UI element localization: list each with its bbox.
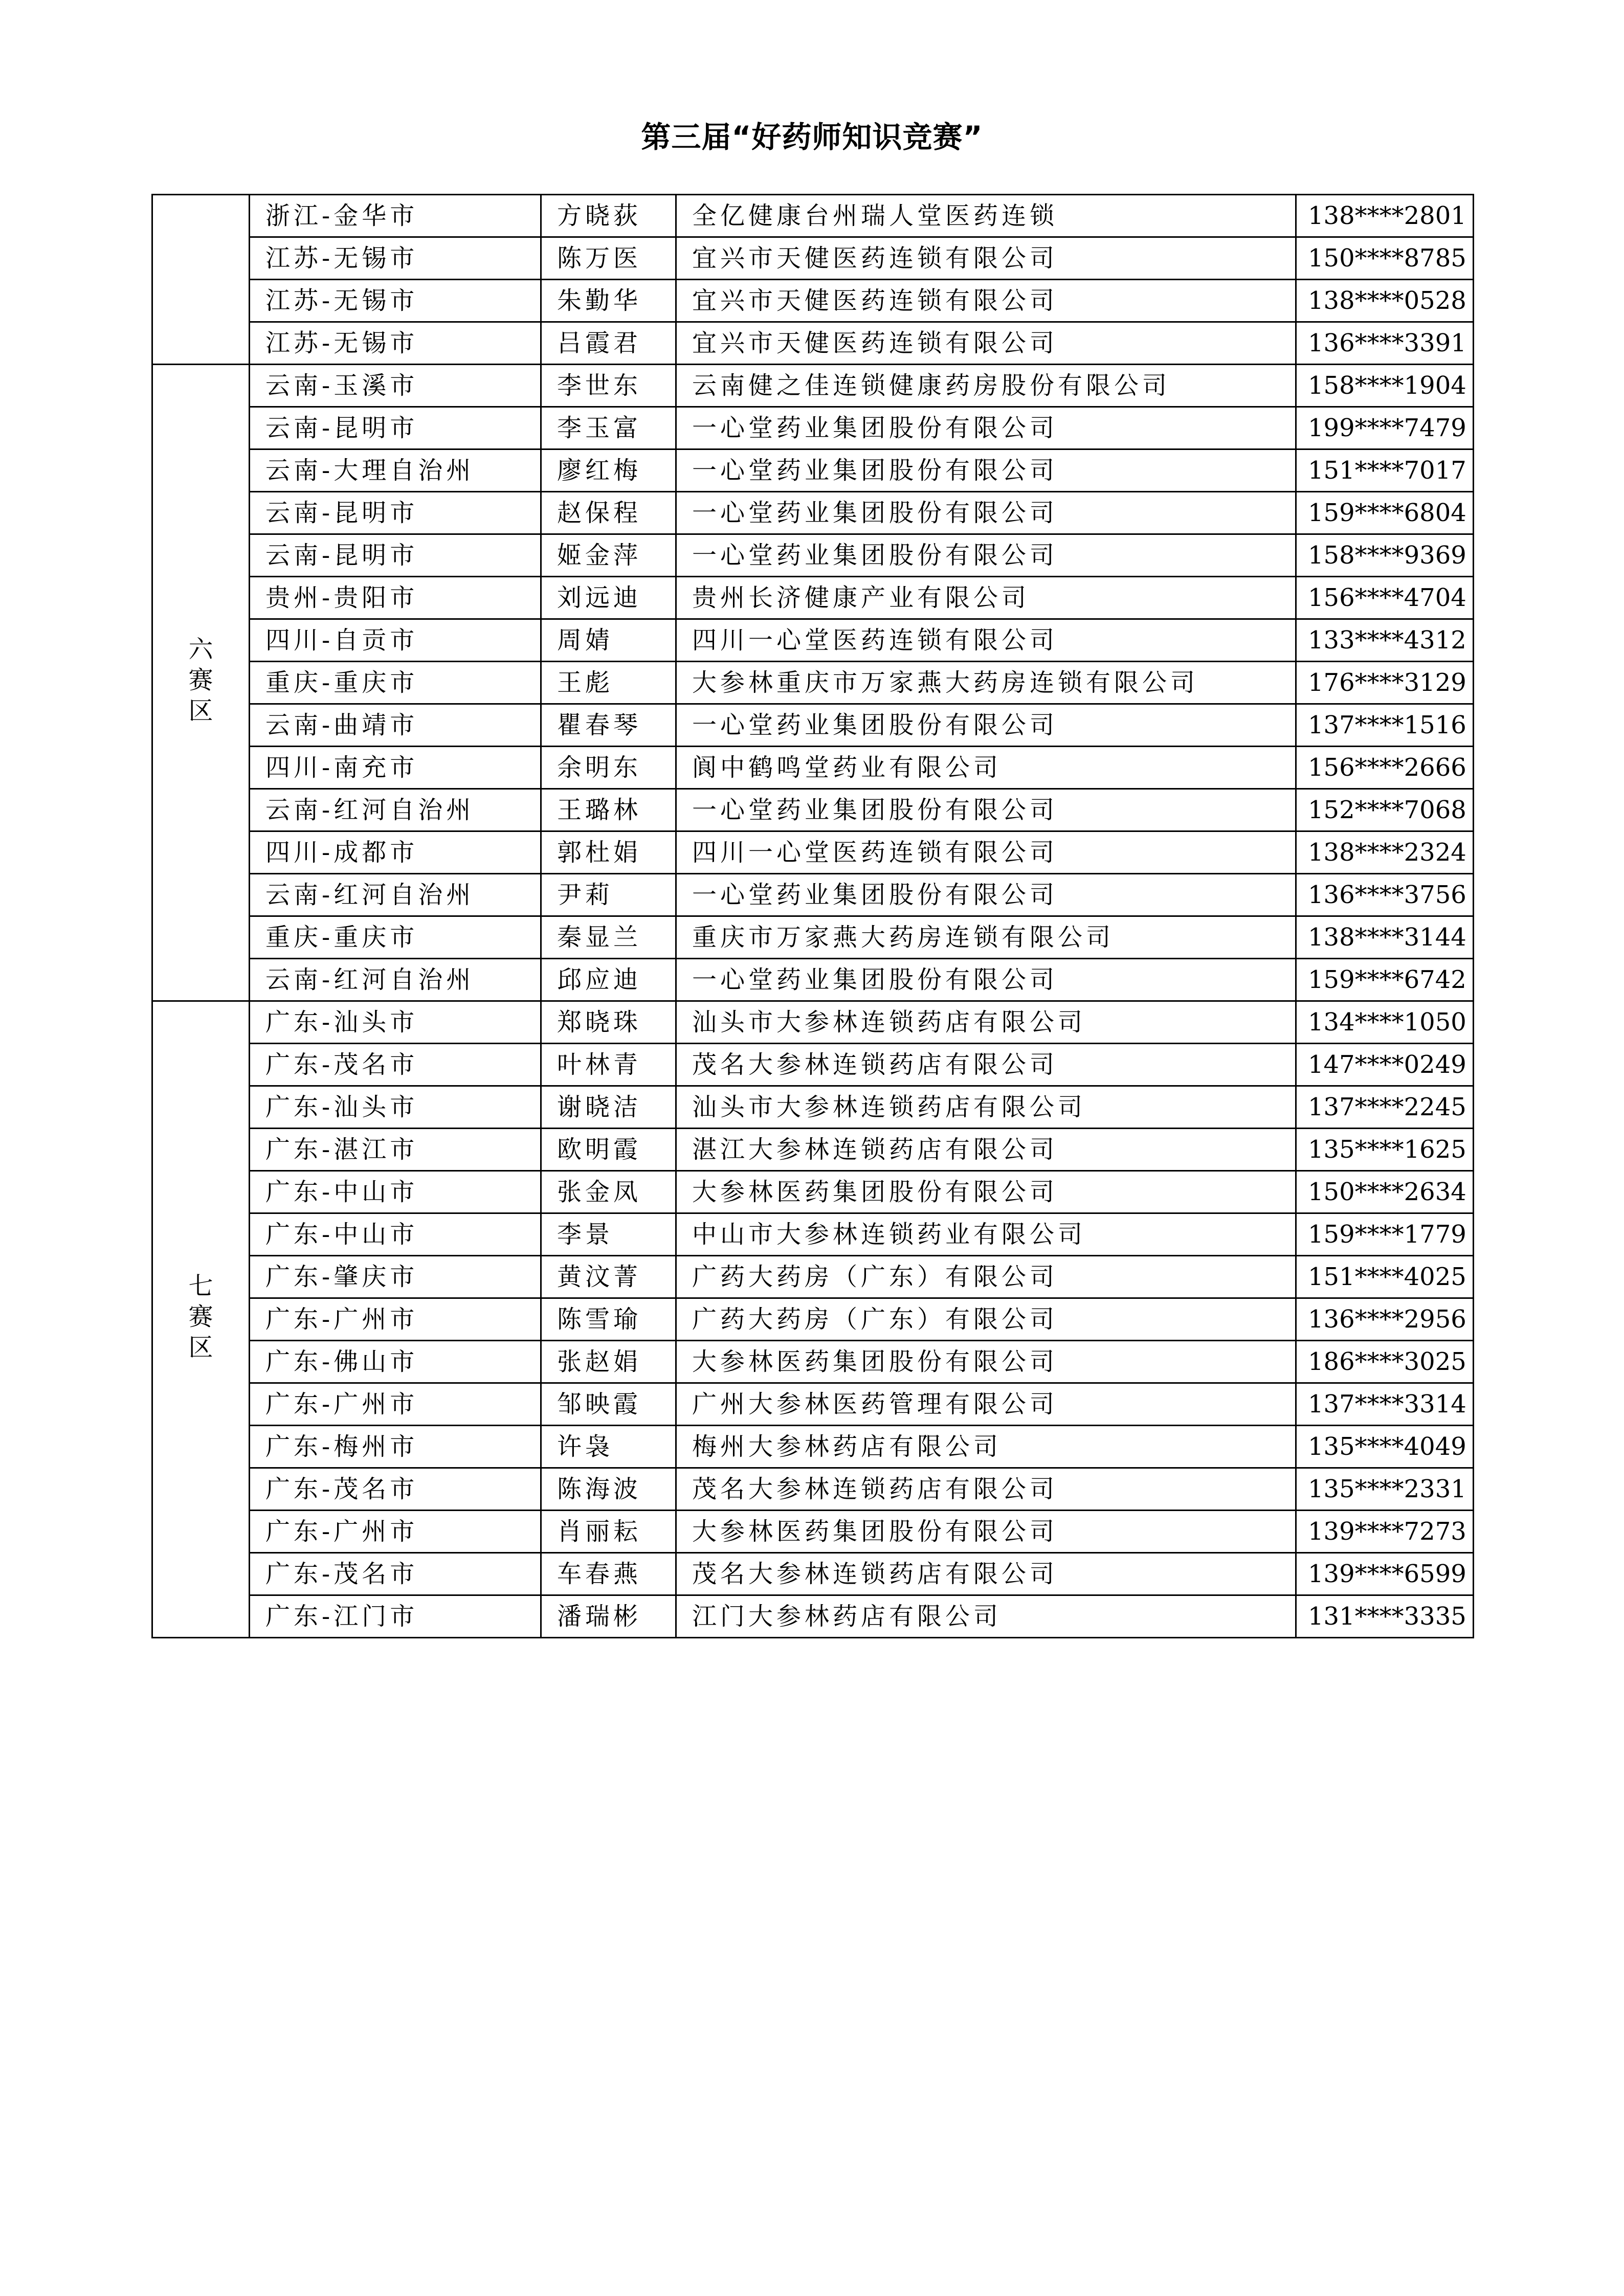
name-cell: 陈海波 — [541, 1468, 676, 1511]
phone-cell: 150****8785 — [1296, 237, 1474, 280]
phone-cell: 138****0528 — [1296, 280, 1474, 322]
city-cell: 云南-昆明市 — [250, 407, 541, 449]
name-cell: 谢晓洁 — [541, 1086, 676, 1129]
phone-cell: 159****6804 — [1296, 492, 1474, 534]
table-row — [152, 1044, 1474, 1086]
name-cell: 邹映霞 — [541, 1383, 676, 1426]
table-row — [152, 1553, 1474, 1595]
name-cell: 潘瑞彬 — [541, 1595, 676, 1638]
company-cell: 茂名大参林连锁药店有限公司 — [676, 1044, 1296, 1086]
company-cell: 大参林重庆市万家燕大药房连锁有限公司 — [676, 662, 1296, 704]
table-row — [152, 322, 1474, 365]
city-cell: 广东-湛江市 — [250, 1129, 541, 1171]
name-cell: 瞿春琴 — [541, 704, 676, 747]
name-cell: 车春燕 — [541, 1553, 676, 1595]
phone-cell: 150****2634 — [1296, 1171, 1474, 1213]
city-cell: 云南-红河自治州 — [250, 789, 541, 831]
city-cell: 四川-南充市 — [250, 747, 541, 789]
table-row — [152, 1341, 1474, 1383]
name-cell: 邱应迪 — [541, 959, 676, 1001]
table-row — [152, 831, 1474, 874]
phone-cell: 135****1625 — [1296, 1129, 1474, 1171]
name-cell: 肖丽耘 — [541, 1511, 676, 1553]
name-cell: 李世东 — [541, 365, 676, 407]
table-row — [152, 1468, 1474, 1511]
phone-cell: 134****1050 — [1296, 1001, 1474, 1044]
city-cell: 广东-广州市 — [250, 1511, 541, 1553]
city-cell: 广东-广州市 — [250, 1298, 541, 1341]
table-row — [152, 916, 1474, 959]
contestant-table — [151, 194, 1474, 1638]
phone-cell: 159****1779 — [1296, 1213, 1474, 1256]
name-cell: 李景 — [541, 1213, 676, 1256]
name-cell: 赵保程 — [541, 492, 676, 534]
city-cell: 广东-梅州市 — [250, 1426, 541, 1468]
name-cell: 黄汶菁 — [541, 1256, 676, 1298]
company-cell: 一心堂药业集团股份有限公司 — [676, 874, 1296, 916]
phone-cell: 147****0249 — [1296, 1044, 1474, 1086]
city-cell: 云南-玉溪市 — [250, 365, 541, 407]
phone-cell: 136****3391 — [1296, 322, 1474, 365]
name-cell: 方晓荻 — [541, 195, 676, 237]
company-cell: 一心堂药业集团股份有限公司 — [676, 789, 1296, 831]
name-cell: 余明东 — [541, 747, 676, 789]
company-cell: 汕头市大参林连锁药店有限公司 — [676, 1086, 1296, 1129]
city-cell: 浙江-金华市 — [250, 195, 541, 237]
company-cell: 宜兴市天健医药连锁有限公司 — [676, 280, 1296, 322]
company-cell: 重庆市万家燕大药房连锁有限公司 — [676, 916, 1296, 959]
phone-cell: 138****2801 — [1296, 195, 1474, 237]
phone-cell: 137****3314 — [1296, 1383, 1474, 1426]
company-cell: 一心堂药业集团股份有限公司 — [676, 449, 1296, 492]
company-cell: 阆中鹤鸣堂药业有限公司 — [676, 747, 1296, 789]
city-cell: 云南-大理自治州 — [250, 449, 541, 492]
region-label: 七赛区 — [188, 1272, 213, 1362]
table-row — [152, 407, 1474, 449]
city-cell: 江苏-无锡市 — [250, 322, 541, 365]
company-cell: 一心堂药业集团股份有限公司 — [676, 492, 1296, 534]
city-cell: 广东-佛山市 — [250, 1341, 541, 1383]
city-cell: 广东-茂名市 — [250, 1468, 541, 1511]
table-row — [152, 577, 1474, 619]
phone-cell: 136****2956 — [1296, 1298, 1474, 1341]
name-cell: 郭杜娟 — [541, 831, 676, 874]
phone-cell: 139****6599 — [1296, 1553, 1474, 1595]
phone-cell: 137****2245 — [1296, 1086, 1474, 1129]
table-row — [152, 365, 1474, 407]
city-cell: 广东-广州市 — [250, 1383, 541, 1426]
city-cell: 广东-茂名市 — [250, 1044, 541, 1086]
city-cell: 四川-自贡市 — [250, 619, 541, 662]
company-cell: 一心堂药业集团股份有限公司 — [676, 534, 1296, 577]
city-cell: 江苏-无锡市 — [250, 280, 541, 322]
company-cell: 广药大药房（广东）有限公司 — [676, 1256, 1296, 1298]
table-row — [152, 747, 1474, 789]
name-cell: 张金凤 — [541, 1171, 676, 1213]
region-cell — [152, 365, 250, 1001]
region-cell — [152, 195, 250, 365]
phone-cell: 186****3025 — [1296, 1341, 1474, 1383]
company-cell: 四川一心堂医药连锁有限公司 — [676, 831, 1296, 874]
phone-cell: 176****3129 — [1296, 662, 1474, 704]
name-cell: 吕霞君 — [541, 322, 676, 365]
table-row — [152, 1171, 1474, 1213]
city-cell: 广东-江门市 — [250, 1595, 541, 1638]
name-cell: 周婧 — [541, 619, 676, 662]
name-cell: 张赵娟 — [541, 1341, 676, 1383]
company-cell: 广药大药房（广东）有限公司 — [676, 1298, 1296, 1341]
city-cell: 重庆-重庆市 — [250, 662, 541, 704]
table-row — [152, 1256, 1474, 1298]
name-cell: 朱勤华 — [541, 280, 676, 322]
company-cell: 中山市大参林连锁药业有限公司 — [676, 1213, 1296, 1256]
phone-cell: 138****3144 — [1296, 916, 1474, 959]
city-cell: 贵州-贵阳市 — [250, 577, 541, 619]
phone-cell: 159****6742 — [1296, 959, 1474, 1001]
table-row — [152, 1001, 1474, 1044]
city-cell: 四川-成都市 — [250, 831, 541, 874]
company-cell: 梅州大参林药店有限公司 — [676, 1426, 1296, 1468]
name-cell: 廖红梅 — [541, 449, 676, 492]
company-cell: 茂名大参林连锁药店有限公司 — [676, 1553, 1296, 1595]
company-cell: 广州大参林医药管理有限公司 — [676, 1383, 1296, 1426]
contestant-table-body — [152, 195, 1474, 1638]
city-cell: 云南-红河自治州 — [250, 959, 541, 1001]
city-cell: 江苏-无锡市 — [250, 237, 541, 280]
phone-cell: 135****4049 — [1296, 1426, 1474, 1468]
company-cell: 贵州长济健康产业有限公司 — [676, 577, 1296, 619]
table-row — [152, 280, 1474, 322]
city-cell: 广东-茂名市 — [250, 1553, 541, 1595]
name-cell: 欧明霞 — [541, 1129, 676, 1171]
phone-cell: 156****2666 — [1296, 747, 1474, 789]
table-row — [152, 1426, 1474, 1468]
table-row — [152, 534, 1474, 577]
city-cell: 重庆-重庆市 — [250, 916, 541, 959]
table-row — [152, 619, 1474, 662]
name-cell: 陈雪瑜 — [541, 1298, 676, 1341]
company-cell: 宜兴市天健医药连锁有限公司 — [676, 237, 1296, 280]
table-row — [152, 874, 1474, 916]
table-row — [152, 1595, 1474, 1638]
table-row — [152, 195, 1474, 237]
table-row — [152, 662, 1474, 704]
phone-cell: 137****1516 — [1296, 704, 1474, 747]
region-cell — [152, 1001, 250, 1638]
table-row — [152, 237, 1474, 280]
region-label: 六赛区 — [188, 635, 213, 725]
name-cell: 秦显兰 — [541, 916, 676, 959]
name-cell: 尹莉 — [541, 874, 676, 916]
phone-cell: 151****4025 — [1296, 1256, 1474, 1298]
company-cell: 大参林医药集团股份有限公司 — [676, 1511, 1296, 1553]
phone-cell: 131****3335 — [1296, 1595, 1474, 1638]
phone-cell: 133****4312 — [1296, 619, 1474, 662]
company-cell: 大参林医药集团股份有限公司 — [676, 1341, 1296, 1383]
city-cell: 云南-昆明市 — [250, 534, 541, 577]
company-cell: 江门大参林药店有限公司 — [676, 1595, 1296, 1638]
phone-cell: 135****2331 — [1296, 1468, 1474, 1511]
company-cell: 湛江大参林连锁药店有限公司 — [676, 1129, 1296, 1171]
phone-cell: 151****7017 — [1296, 449, 1474, 492]
city-cell: 云南-昆明市 — [250, 492, 541, 534]
name-cell: 李玉富 — [541, 407, 676, 449]
phone-cell: 156****4704 — [1296, 577, 1474, 619]
table-row — [152, 789, 1474, 831]
company-cell: 一心堂药业集团股份有限公司 — [676, 407, 1296, 449]
page-title: 第三届“好药师知识竞赛” — [641, 120, 983, 154]
table-row — [152, 1129, 1474, 1171]
table-row — [152, 1086, 1474, 1129]
company-cell: 云南健之佳连锁健康药房股份有限公司 — [676, 365, 1296, 407]
name-cell: 刘远迪 — [541, 577, 676, 619]
city-cell: 广东-中山市 — [250, 1171, 541, 1213]
table-row — [152, 1511, 1474, 1553]
table-row — [152, 959, 1474, 1001]
table-row — [152, 704, 1474, 747]
phone-cell: 199****7479 — [1296, 407, 1474, 449]
company-cell: 一心堂药业集团股份有限公司 — [676, 959, 1296, 1001]
name-cell: 姬金萍 — [541, 534, 676, 577]
phone-cell: 152****7068 — [1296, 789, 1474, 831]
name-cell: 王彪 — [541, 662, 676, 704]
company-cell: 全亿健康台州瑞人堂医药连锁 — [676, 195, 1296, 237]
company-cell: 一心堂药业集团股份有限公司 — [676, 704, 1296, 747]
name-cell: 郑晓珠 — [541, 1001, 676, 1044]
phone-cell: 158****1904 — [1296, 365, 1474, 407]
company-cell: 四川一心堂医药连锁有限公司 — [676, 619, 1296, 662]
name-cell: 陈万医 — [541, 237, 676, 280]
table-row — [152, 492, 1474, 534]
company-cell: 大参林医药集团股份有限公司 — [676, 1171, 1296, 1213]
phone-cell: 136****3756 — [1296, 874, 1474, 916]
company-cell: 茂名大参林连锁药店有限公司 — [676, 1468, 1296, 1511]
name-cell: 叶林青 — [541, 1044, 676, 1086]
table-row — [152, 1383, 1474, 1426]
phone-cell: 139****7273 — [1296, 1511, 1474, 1553]
table-row — [152, 1298, 1474, 1341]
city-cell: 广东-肇庆市 — [250, 1256, 541, 1298]
phone-cell: 138****2324 — [1296, 831, 1474, 874]
city-cell: 云南-红河自治州 — [250, 874, 541, 916]
city-cell: 广东-汕头市 — [250, 1001, 541, 1044]
company-cell: 汕头市大参林连锁药店有限公司 — [676, 1001, 1296, 1044]
table-row — [152, 1213, 1474, 1256]
city-cell: 云南-曲靖市 — [250, 704, 541, 747]
phone-cell: 158****9369 — [1296, 534, 1474, 577]
name-cell: 许袅 — [541, 1426, 676, 1468]
company-cell: 宜兴市天健医药连锁有限公司 — [676, 322, 1296, 365]
city-cell: 广东-中山市 — [250, 1213, 541, 1256]
city-cell: 广东-汕头市 — [250, 1086, 541, 1129]
name-cell: 王璐林 — [541, 789, 676, 831]
table-row — [152, 449, 1474, 492]
